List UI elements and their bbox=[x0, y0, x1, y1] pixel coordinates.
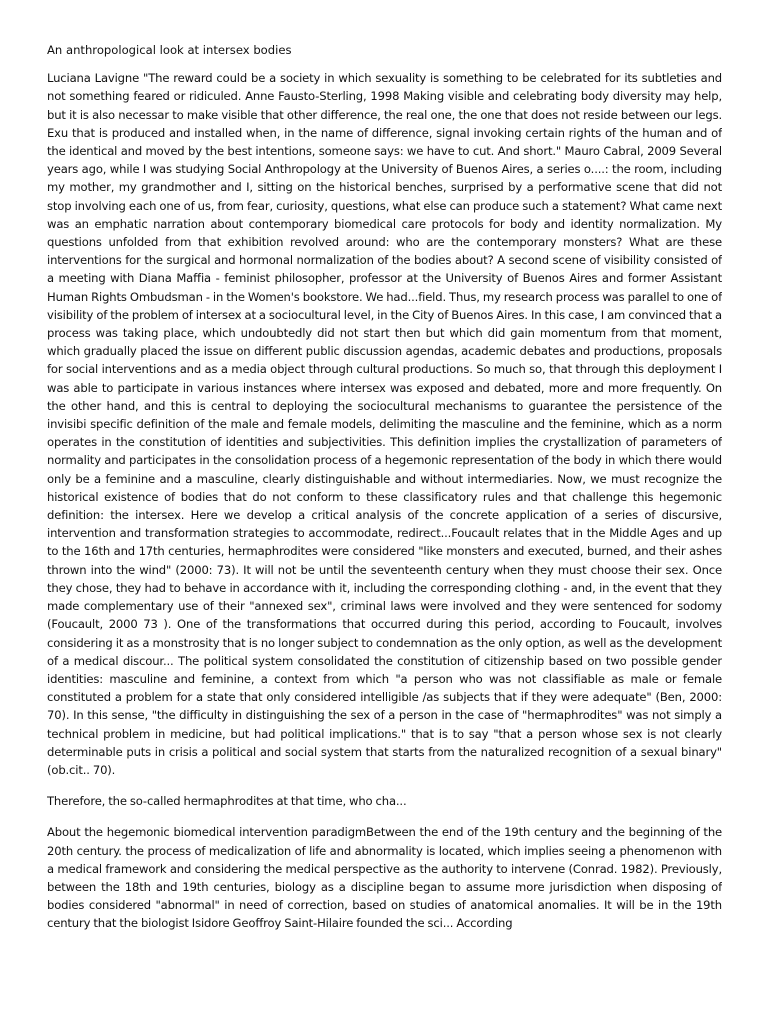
paragraph-biomedical-paradigm: About the hegemonic biomedical intervention paradigmBetween the end of the 19th century and the beginning of the 20th century. the process of medicalization of life and abnormality is located, which implies seeing a phenomenon with a medical framework and considering the medical perspective as the authority to intervene (Conrad. 1982). Previously, between the 18th and 19th centuries, biology as a discipline began to assume more jurisdiction when disposing of bodies considered "abnormal" in need of correction, based on studies of anatomical anomalies. It will be in the 19th century that the biologist Isidore Geoffroy Saint-Hilaire founded the sci... According bbox=[47, 825, 722, 931]
paragraph-intro: Luciana Lavigne "The reward could be a society in which sexuality is something to be celebrated for its subtleties and not something feared or ridiculed. Anne Fausto-Sterling, 1998 Making visible and celebrating body diversity may help, but it is also necessar to make visible that other difference, the real one, the one that does not reside between our legs. Exu that is produced and installed when, in the name of difference, signal invoking certain rights of the human and of the identical and moved by the best intentions, someone says: we have to cut. And short." Mauro Cabral, 2009 Several years ago, while I was studying Social Anthropology at the University of Buenos Aires, a series o....: the room, including my mother, my grandmother and I, sitting on the historical benches, surprised by a performative scene that did not stop involving each one of us, from fear, curiosity, questions, what else can produce such a statement? What came next was an emphatic narration about contemporary biomedical care protocols for body and identity normalization. My questions unfolded from that exhibition revolved around: who are the contemporary monsters? What are these interventions for the surgical and hormonal normalization of the bodies about? A second scene of visibility consisted of a meeting with Diana Maffia - feminist philosopher, professor at the University of Buenos Aires and former Assistant Human Rights Ombudsman - in the Women's bookstore. We had...field. Thus, my research process was parallel to one of visibility of the problem of intersex at a sociocultural level, in the City of Buenos Aires. In this case, I am convinced that a process was taking place, which undoubtedly did not start then but which did gain momentum from that moment, which gradually placed the issue on different public discussion agendas, academic debates and productions, proposals for social interventions and as a media object through cultural productions. So much so, that through this deployment I was able to participate in various instances where intersex was exposed and debated, more and more frequently. On the other hand, and this is central to deploying the sociocultural mechanisms to guarantee the persistence of the invisibi specific definition of the male and female models, delimiting the masculine and the feminine, which as a norm operates in the constitution of identities and subjectivities. This definition implies the crystallization of parameters of normality and participates in the consolidation process of a hegemonic representation of the body in which there would only be a feminine and a masculine, clearly distinguishable and without intermediaries. Now, we must recognize the historical existence of bodies that do not conform to these classificatory rules and that challenge this hegemonic definition: the intersex. Here we develop a critical analysis of the concrete application of a series of discursive, intervention and transformation strategies to accommodate, redirect...Foucault relates that in the Middle Ages and up to the 16th and 17th centuries, hermaphrodites were considered "like monsters and executed, burned, and their ashes thrown into the wind" (2000: 73). It will not be until the seventeenth century when they must choose their sex. Once they chose, they had to behave in accordance with it, including the corresponding clothing - and, in the event that they made complementary use of their "annexed sex", criminal laws were involved and they were sentenced for sodomy (Foucault, 2000 73 ). One of the transformations that occurred during this period, according to Foucault, involves considering it as a monstrosity that is no longer subject to condemnation as the only option, as well as the development of a medical discour... The political system consolidated the constitution of citizenship based on two possible gender identities: masculine and feminine, a context from which "a person who was not classifiable as male or female constituted a problem for a state that only considered intelligible /as subjects that if they were adequate" (Ben, 2000: 70). In this sense, "the difficulty in distinguishing the sex of a person in the case of "hermaphrodites" was not simply a technical problem in medicine, but had political implications." that is to say "that a person whose sex is not clearly determinable puts in crisis a political and social system that starts from the naturalized recognition of a sexual binary" (ob.cit.. 70). bbox=[47, 71, 722, 777]
document-title: An anthropological look at intersex bodies bbox=[47, 43, 292, 57]
paragraph-hermaphrodites: Therefore, the so-called hermaphrodites at that time, who cha... bbox=[47, 794, 407, 809]
document-page bbox=[47, 41, 722, 1011]
